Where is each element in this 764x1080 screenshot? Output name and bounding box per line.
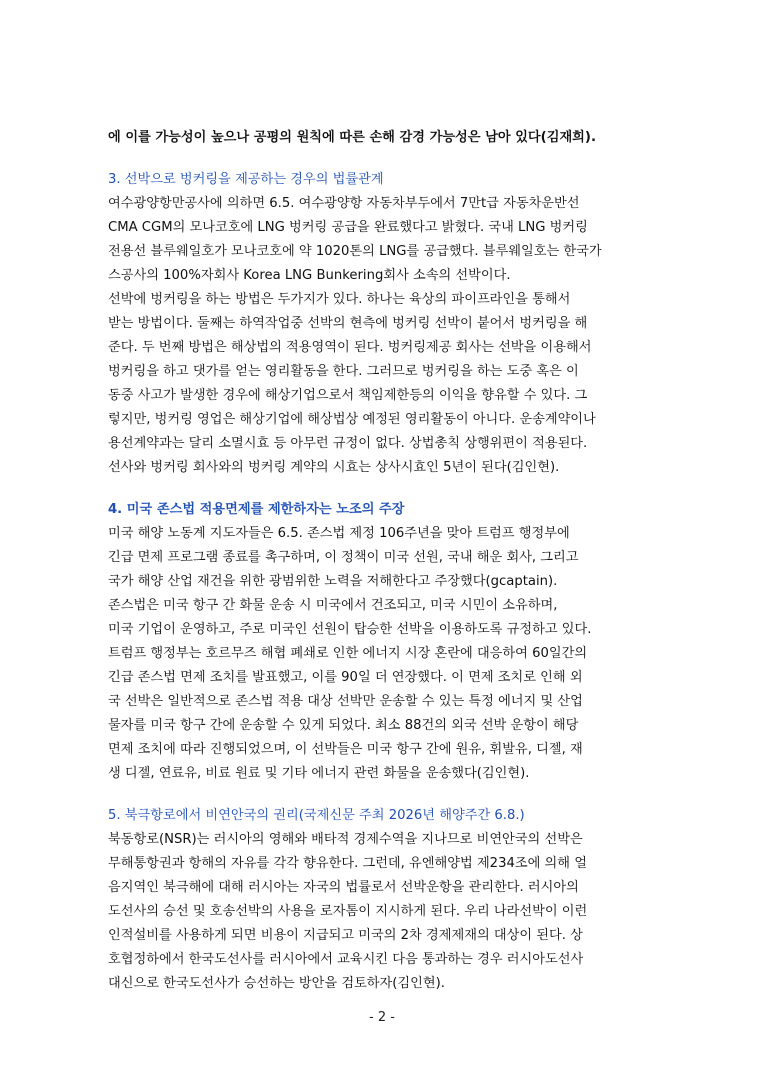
section-5-line: 음지역인 북극해에 대해 러시아는 자국의 법률로서 선박운항을 관리한다. 러시아의: [108, 880, 579, 895]
spacer: [108, 150, 658, 168]
section-4: [108, 498, 658, 786]
section-3: [108, 168, 658, 480]
document-page: [108, 126, 658, 996]
section-4-line: 면제 조치에 따라 진행되었으며, 이 선박들은 미국 항구 간에 원유, 휘발유, 디젤, 재: [108, 742, 583, 757]
section-3-heading: 3. 선박으로 벙커링을 제공하는 경우의 법률관계: [108, 172, 384, 187]
section-3-line: 벙커링을 하고 댓가를 얻는 영리활동을 한다. 그러므로 벙커링을 하는 도중 혹은 이: [108, 364, 579, 379]
page-number: - 2 -: [369, 1010, 395, 1025]
section-3-line: 준다. 두 번째 방법은 해상법의 적용영역이 된다. 벙커링제공 회사는 선박을 이용해서: [108, 340, 592, 355]
section-5-heading: 5. 북극항로에서 비연안국의 권리(국제신문 주최 2026년 해양주간 6.8.): [108, 808, 525, 823]
section-3-line: CMA CGM의 모나코호에 LNG 벙커링 공급을 완료했다고 밝혔다. 국내 LNG 벙커링: [108, 220, 588, 235]
section-3-line: 여수광양항만공사에 의하면 6.5. 여수광양항 자동차부두에서 7만t급 자동차운반선: [108, 196, 580, 211]
section-4-line: 물자를 미국 항구 간에 운송할 수 있게 되었다. 최소 88건의 외국 선박 운항이 해당: [108, 718, 579, 733]
section-4-line: 미국 해양 노동계 지도자들은 6.5. 존스법 제정 106주년을 맞아 트럼프 행정부에: [108, 526, 570, 541]
section-5-line: 도선사의 승선 및 호송선박의 사용을 로자톰이 지시하게 된다. 우리 나라선박이 이런: [108, 904, 588, 919]
section-5-line: 북동항로(NSR)는 러시아의 영해와 배타적 경제수역을 지나므로 비연안국의 선박은: [108, 832, 583, 847]
section-5: [108, 804, 658, 996]
section-5-line: 호협정하에서 한국도선사를 러시아에서 교육시킨 다음 통과하는 경우 러시아도선사: [108, 952, 584, 967]
section-3-line: 동중 사고가 발생한 경우에 해상기업으로서 책임제한등의 이익을 향유할 수 있다. 그: [108, 388, 588, 403]
section-4-line: 존스법은 미국 항구 간 화물 운송 시 미국에서 건조되고, 미국 시민이 소유하며,: [108, 598, 558, 613]
section-4-line: 미국 기업이 운영하고, 주로 미국인 선원이 탑승한 선박을 이용하도록 규정하고 있다.: [108, 622, 592, 637]
section-4-line: 트럼프 행정부는 호르무즈 해협 폐쇄로 인한 에너지 시장 혼란에 대응하여 60일간의: [108, 646, 588, 661]
section-3-line: 선사와 벙커링 회사와의 벙커링 계약의 시효는 상사시효인 5년이 된다(김인현).: [108, 460, 560, 475]
section-3-line: 스공사의 100%자회사 Korea LNG Bunkering회사 소속의 선박이다.: [108, 268, 511, 283]
spacer: [108, 786, 658, 804]
section-5-line: 인적설비를 사용하게 되면 비용이 지급되고 미국의 2차 경제제재의 대상이 된다. 상: [108, 928, 583, 943]
section-3-line: 전용선 블루웨일호가 모나코호에 약 1020톤의 LNG를 공급했다. 블루웨일호는 한국가: [108, 244, 602, 259]
section-3-line: 렇지만, 벙커링 영업은 해상기업에 해상법상 예정된 영리활동이 아니다. 운송계약이나: [108, 412, 596, 427]
section-4-line: 생 디젤, 연료유, 비료 원료 및 기타 에너지 관련 화물을 운송했다(김인현).: [108, 766, 530, 781]
section-4-heading: 4. 미국 존스법 적용면제를 제한하자는 노조의 주장: [108, 502, 405, 517]
spacer: [108, 480, 658, 498]
section-4-line: 국가 해양 산업 재건을 위한 광범위한 노력을 저해한다고 주장했다(gcaptain).: [108, 574, 558, 589]
section-4-line: 국 선박은 일반적으로 존스법 적용 대상 선박만 운송할 수 있는 특정 에너지 및 산업: [108, 694, 583, 709]
section-3-line: 받는 방법이다. 둘째는 하역작업중 선박의 현측에 벙커링 선박이 붙어서 벙커링을 해: [108, 316, 588, 331]
section-3-line: 용선계약과는 달리 소멸시효 등 아무런 규정이 없다. 상법총칙 상행위편이 적용된다.: [108, 436, 588, 451]
intro-line: 에 이를 가능성이 높으나 공평의 원칙에 따른 손해 감경 가능성은 남아 있다(김재희).: [108, 130, 596, 145]
section-4-line: 긴급 존스법 면제 조치를 발표했고, 이를 90일 더 연장했다. 이 면제 조치로 인해 외: [108, 670, 583, 685]
section-5-line: 대신으로 한국도선사가 승선하는 방안을 검토하자(김인현).: [108, 976, 445, 991]
section-3-line: 선박에 벙커링을 하는 방법은 두가지가 있다. 하나는 육상의 파이프라인을 통해서: [108, 292, 571, 307]
section-4-line: 긴급 면제 프로그램 종료를 촉구하며, 이 정책이 미국 선원, 국내 해운 회사, 그리고: [108, 550, 579, 565]
section-5-line: 무해통항권과 항해의 자유를 각각 향유한다. 그런데, 유엔해양법 제234조에 의해 얼: [108, 856, 587, 871]
